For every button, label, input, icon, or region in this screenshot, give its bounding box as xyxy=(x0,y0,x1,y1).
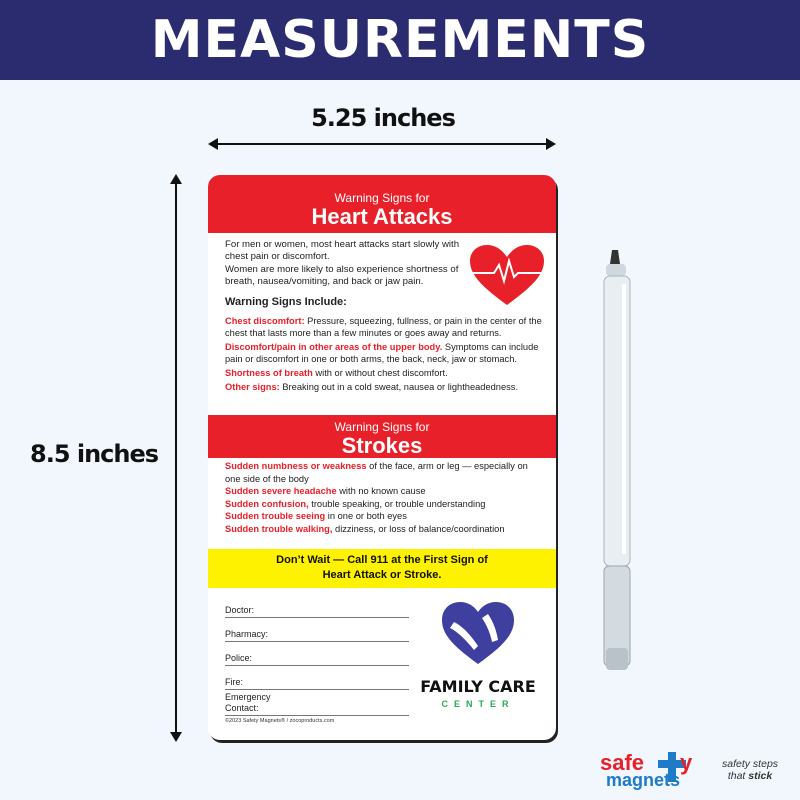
sign-label: Sudden severe headache xyxy=(225,486,337,497)
heart-sign-item xyxy=(225,315,544,339)
field-emergency-contact xyxy=(225,690,409,716)
stroke-sign-item xyxy=(225,460,544,485)
intro-text-1: For men or women, most heart attacks start slowly with chest pain or discomfort. xyxy=(225,239,460,263)
sign-text: of the face, arm or leg — especially on one side of the body xyxy=(225,461,528,484)
sign-label: Chest discomfort: xyxy=(225,316,305,326)
heart-subtitle: Warning Signs for xyxy=(334,191,430,205)
svg-text:magnets: magnets xyxy=(606,770,681,790)
signs-heading: Warning Signs Include: xyxy=(225,295,347,308)
stroke-sign-item xyxy=(225,510,544,523)
heart-title: Heart Attacks xyxy=(311,204,453,229)
height-dimension-line xyxy=(175,182,177,734)
sign-text: trouble speaking, or trouble understanding xyxy=(308,498,486,509)
svg-text:y: y xyxy=(680,750,693,775)
brand-tagline xyxy=(722,758,778,782)
call-911-callout xyxy=(208,549,556,588)
heart-attack-header xyxy=(208,175,556,233)
sign-label: Sudden trouble seeing xyxy=(225,511,326,522)
contact-fields xyxy=(208,588,556,740)
copyright: ©2023 Safety Magnets® / zocoproducts.com xyxy=(225,718,335,724)
width-arrow-right-icon xyxy=(546,138,556,150)
heart-sign-item xyxy=(225,341,544,365)
tagline-that: that xyxy=(727,770,746,782)
stroke-sign-item xyxy=(225,498,544,511)
family-care-logo xyxy=(408,600,548,709)
logo-subtitle: CENTER xyxy=(441,699,515,709)
pen-icon xyxy=(596,248,636,678)
sign-text: Pressure, squeezing, fullness, or pain in the center of the chest that lasts more than a few minutes or goes away and returns. xyxy=(225,316,542,338)
sign-text: Breaking out in a cold sweat, nausea or lightheadedness. xyxy=(279,382,519,392)
heart-hands-icon xyxy=(440,600,516,666)
height-arrow-down-icon xyxy=(170,732,182,742)
heart-sign-item xyxy=(225,381,544,393)
page-banner: MEASUREMENTS xyxy=(0,0,800,80)
sign-label: Sudden numbness or weakness xyxy=(225,461,367,471)
heart-intro xyxy=(208,233,556,308)
tagline-line-1: safety steps xyxy=(722,758,779,770)
stroke-sign-item xyxy=(225,523,544,536)
sign-label: Other signs: xyxy=(225,382,280,392)
height-label: 8.5 inches xyxy=(30,440,159,468)
safety-magnets-wordmark-icon xyxy=(598,750,718,790)
width-dimension-line xyxy=(214,143,552,145)
sign-label: Sudden confusion, xyxy=(225,498,309,509)
safety-magnets-logo xyxy=(598,750,718,795)
sign-label: Sudden trouble walking, xyxy=(225,523,333,534)
callout-line-1: Don’t Wait — Call 911 at the First Sign of xyxy=(276,554,488,566)
field-fire: Fire: xyxy=(225,666,409,690)
emergency-line-2: Contact: xyxy=(225,702,259,713)
sign-text: dizziness, or loss of balance/coordination xyxy=(332,523,505,534)
svg-text:safe: safe xyxy=(600,750,645,775)
stroke-sign-item xyxy=(225,485,544,498)
heart-signs-list xyxy=(208,313,556,393)
sign-label: Shortness of breath xyxy=(225,368,313,378)
sign-text: with no known cause xyxy=(336,486,426,497)
field-police: Police: xyxy=(225,642,409,666)
logo-name: FAMILY CARE xyxy=(420,677,536,696)
intro-text-2: Women are more likely to also experience shortness of breath, nausea/vomiting, and back or jaw pain. xyxy=(225,263,459,288)
stroke-subtitle: Warning Signs for xyxy=(334,420,430,434)
sign-text: in one or both eyes xyxy=(325,511,407,522)
emergency-line-1: Emergency xyxy=(225,692,271,702)
heartbeat-heart-icon xyxy=(464,243,550,309)
sign-text: with or without chest discomfort. xyxy=(312,368,448,378)
stroke-signs-list xyxy=(208,460,556,536)
sign-label: Discomfort/pain in other areas of the upper body. xyxy=(225,342,443,352)
stroke-header xyxy=(208,415,556,458)
width-label: 5.25 inches xyxy=(311,104,455,132)
field-doctor: Doctor: xyxy=(225,594,409,618)
heart-sign-item xyxy=(225,367,544,379)
sign-text: Symptoms can include pain or discomfort in one or both arms, the back, neck, jaw or stomach. xyxy=(225,342,539,364)
tagline-stick: stick xyxy=(748,770,773,782)
field-pharmacy: Pharmacy: xyxy=(225,618,409,642)
stroke-title: Strokes xyxy=(341,433,423,458)
callout-line-2: Heart Attack or Stroke. xyxy=(322,569,442,581)
magnet-card xyxy=(208,175,556,740)
